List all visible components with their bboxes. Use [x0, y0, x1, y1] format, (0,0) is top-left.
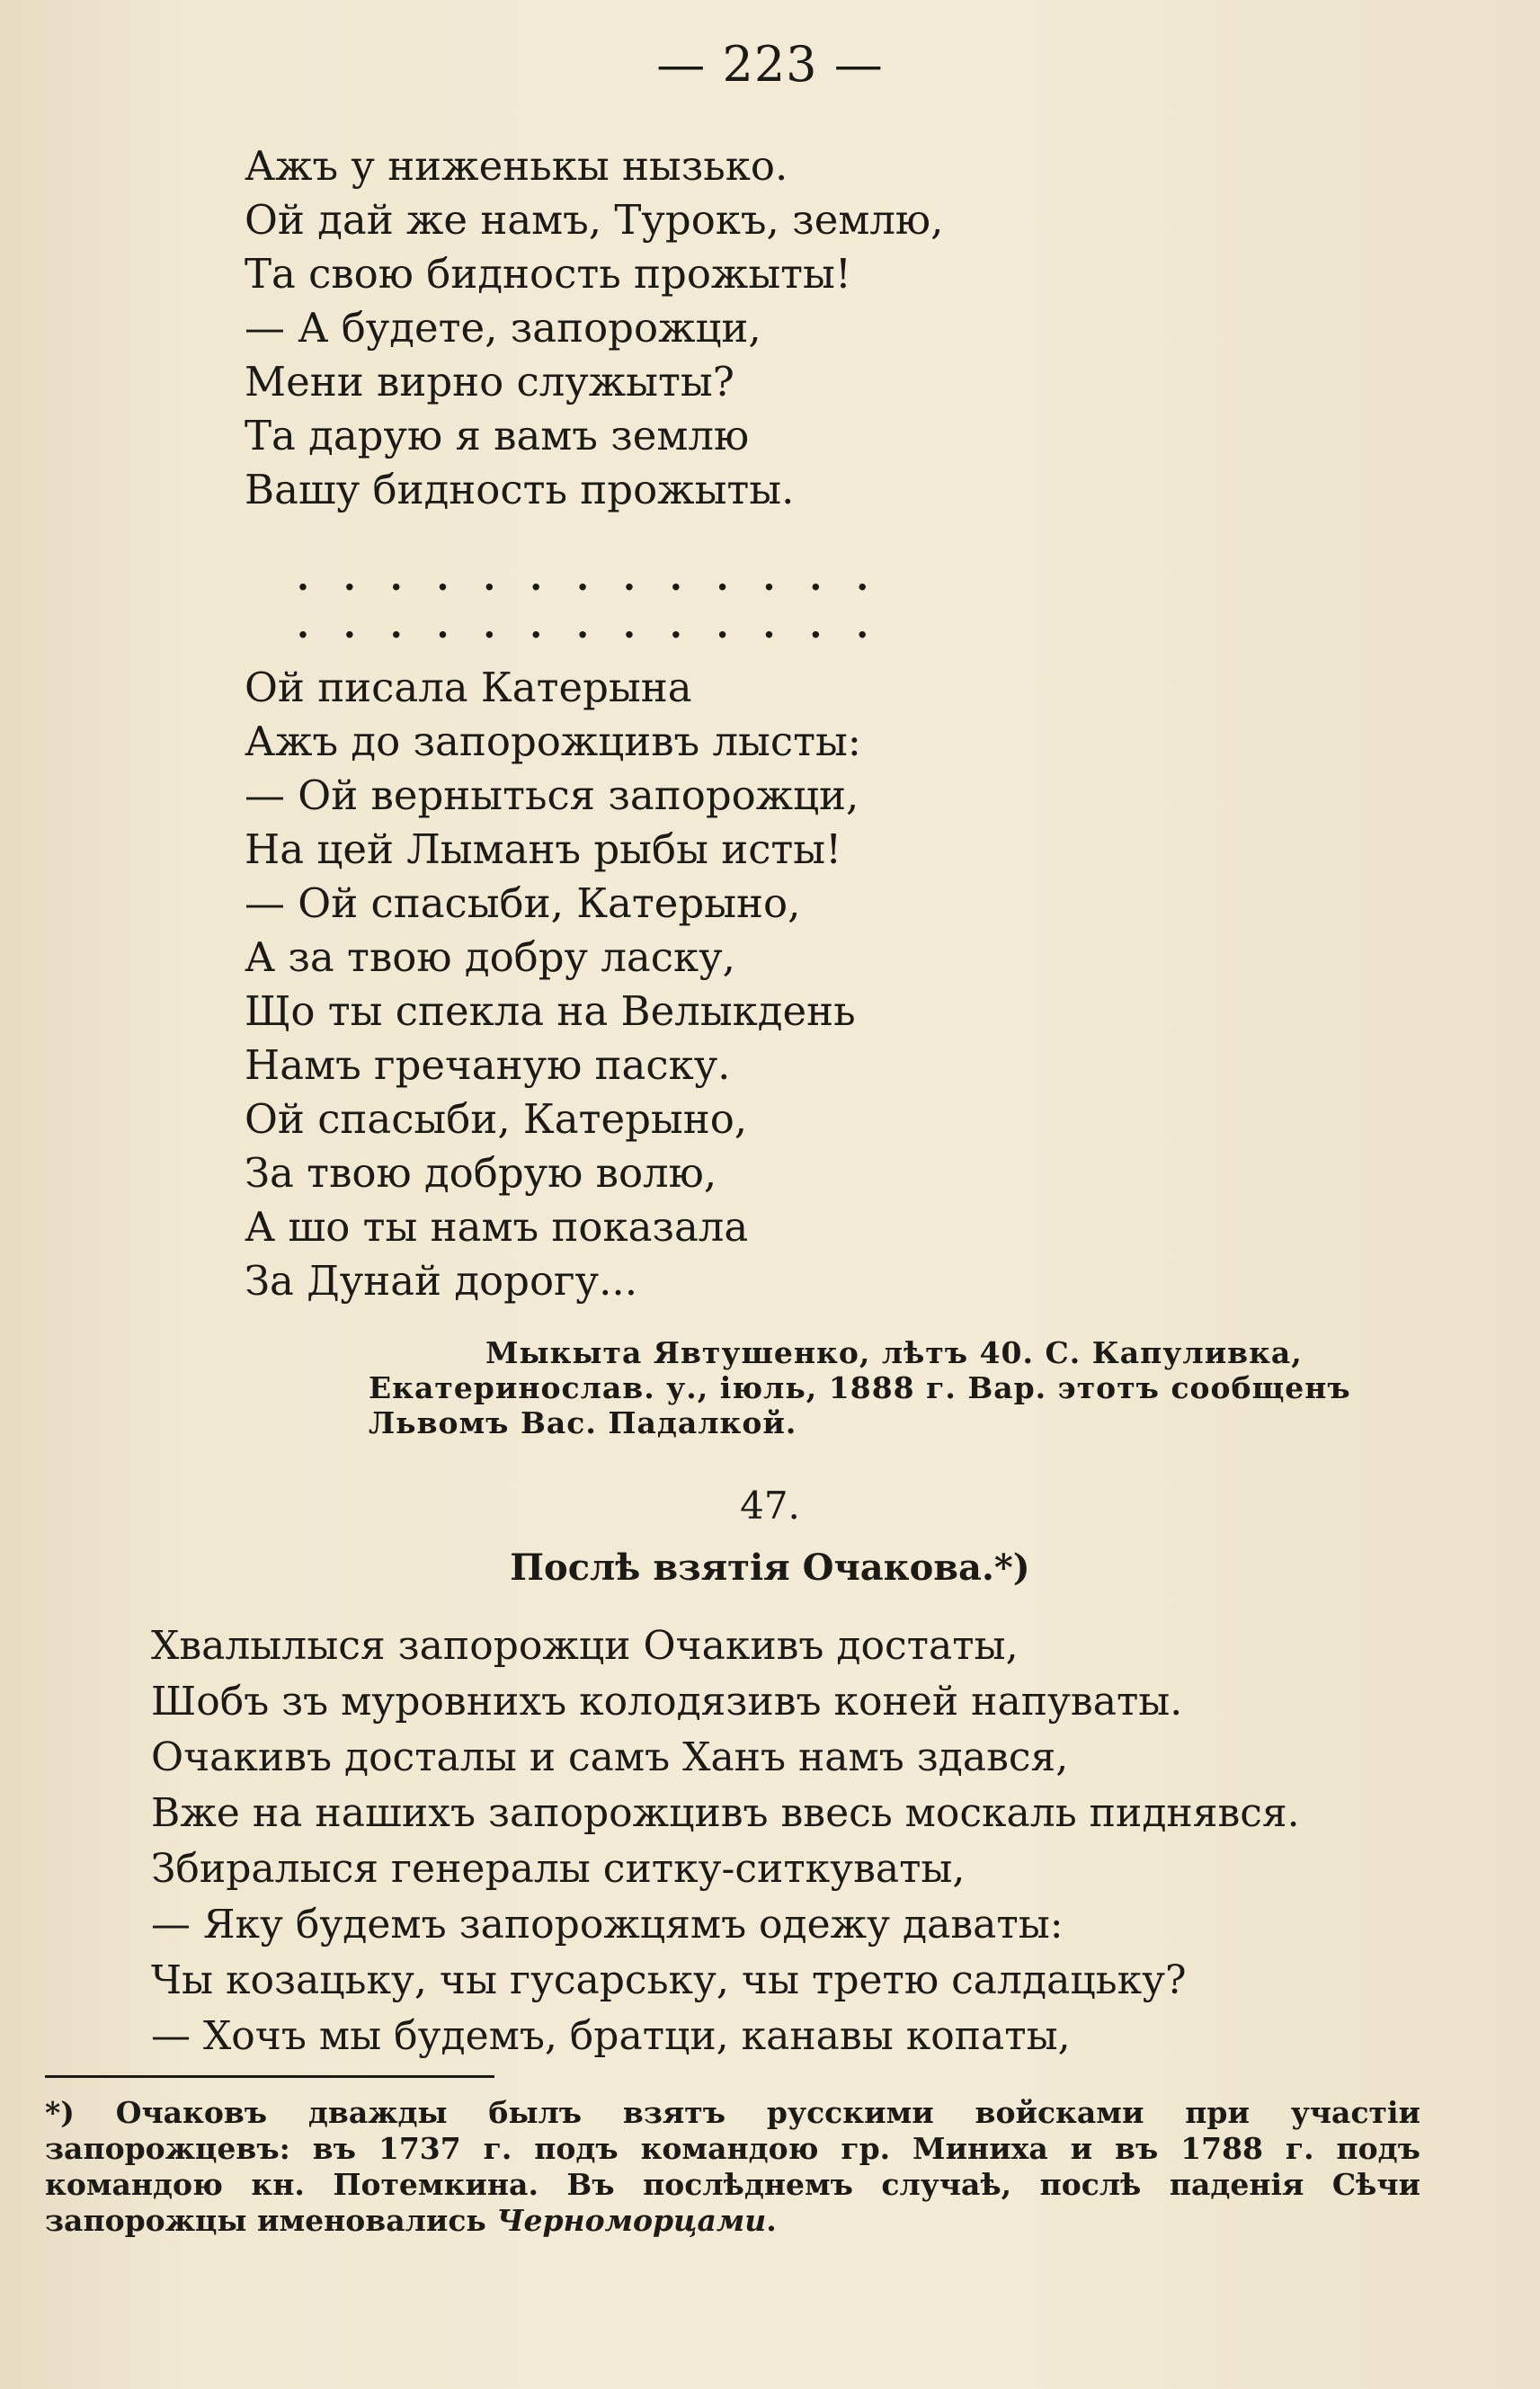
verse-line: Ой спасыби, Катерыно,: [245, 1095, 748, 1143]
verse-line: За Дунай дорогу...: [245, 1257, 638, 1305]
verse-line: — А будете, запорожци,: [245, 304, 761, 352]
footnote-end: .: [766, 2203, 777, 2238]
page-number: — 223 —: [656, 36, 884, 93]
attribution-line: Мыкыта Явтушенко, лѣтъ 40. С. Капуливка,: [485, 1335, 1303, 1370]
poem-part1: [245, 139, 943, 517]
verse-line: — Ой спасыби, Катерыно,: [245, 879, 801, 927]
verse-line: Та свою бидность прожыты!: [245, 250, 851, 298]
footnote-emphasis: Черноморцами: [496, 2203, 767, 2238]
poem-2: [151, 1618, 1300, 2064]
poem-part2: [245, 661, 861, 1308]
song-number: 47.: [740, 1484, 800, 1528]
verse-line: Мени вирно служыты?: [245, 358, 734, 406]
attribution-line: Екатеринослав. у., іюль, 1888 г. Вар. этотъ сообщенъ: [369, 1370, 1351, 1405]
verse-line: Очакивъ досталы и самъ Ханъ намъ здався,: [151, 1734, 1069, 1780]
verse-line: — Яку будемъ запорожцямъ одежу даваты:: [151, 1902, 1064, 1948]
verse-line: Збиралыся генералы ситку-ситкуваты,: [151, 1846, 966, 1892]
verse-line: Вашу бидность прожыты.: [245, 466, 795, 513]
verse-line: Ажъ до запорожцивъ лысты:: [245, 718, 861, 765]
verse-line: Ой писала Катерына: [245, 664, 692, 711]
verse-line: Шобъ зъ муровнихъ колодязивъ коней напуваты.: [151, 1679, 1183, 1725]
ellipsis-row: . . . . . . . . . . . . .: [297, 604, 880, 646]
verse-line: А шо ты намъ показала: [245, 1203, 749, 1251]
footnote-text: *) Очаковъ дважды былъ взятъ русскими войсками при участіи запорожцевъ: въ 1737 г. подъ командою гр. Миниха и въ 1788 г. подъ командою кн. Потемкина. Въ послѣднемъ случаѣ, послѣ паденія Сѣчи запорожцы именовались: [45, 2095, 1420, 2238]
song-title: Послѣ взятія Очакова.*): [510, 1547, 1030, 1589]
verse-line: Вже на нашихъ запорожцивъ ввесь москаль пиднявся.: [151, 1790, 1300, 1836]
ellipsis-row: . . . . . . . . . . . . .: [297, 557, 880, 599]
verse-line: Чы козацьку, чы гусарську, чы третю салдацьку?: [151, 1957, 1187, 2003]
verse-line: Що ты спекла на Велыкдень: [245, 987, 856, 1035]
verse-line: Ажъ у ниженькы нызько.: [245, 142, 788, 190]
verse-line: — Ой верныться запорожци,: [245, 771, 859, 819]
verse-line: А за твою добру ласку,: [245, 933, 735, 981]
verse-line: Хвалылыся запорожци Очакивъ достаты,: [151, 1623, 1019, 1669]
verse-line: Намъ гречаную паску.: [245, 1041, 731, 1089]
attribution: [369, 1335, 1447, 1440]
verse-line: — Хочъ мы будемъ, братци, канавы копаты,: [151, 2013, 1071, 2059]
footnote-divider: [45, 2075, 494, 2078]
attribution-line: Львомъ Вас. Падалкой.: [369, 1405, 797, 1440]
verse-line: За твою добрую волю,: [245, 1149, 717, 1197]
verse-line: Та дарую я вамъ землю: [245, 412, 750, 459]
verse-line: Ой дай же намъ, Турокъ, землю,: [245, 196, 944, 244]
footnote: [45, 2095, 1420, 2239]
verse-line: На цей Лыманъ рыбы исты!: [245, 825, 842, 873]
